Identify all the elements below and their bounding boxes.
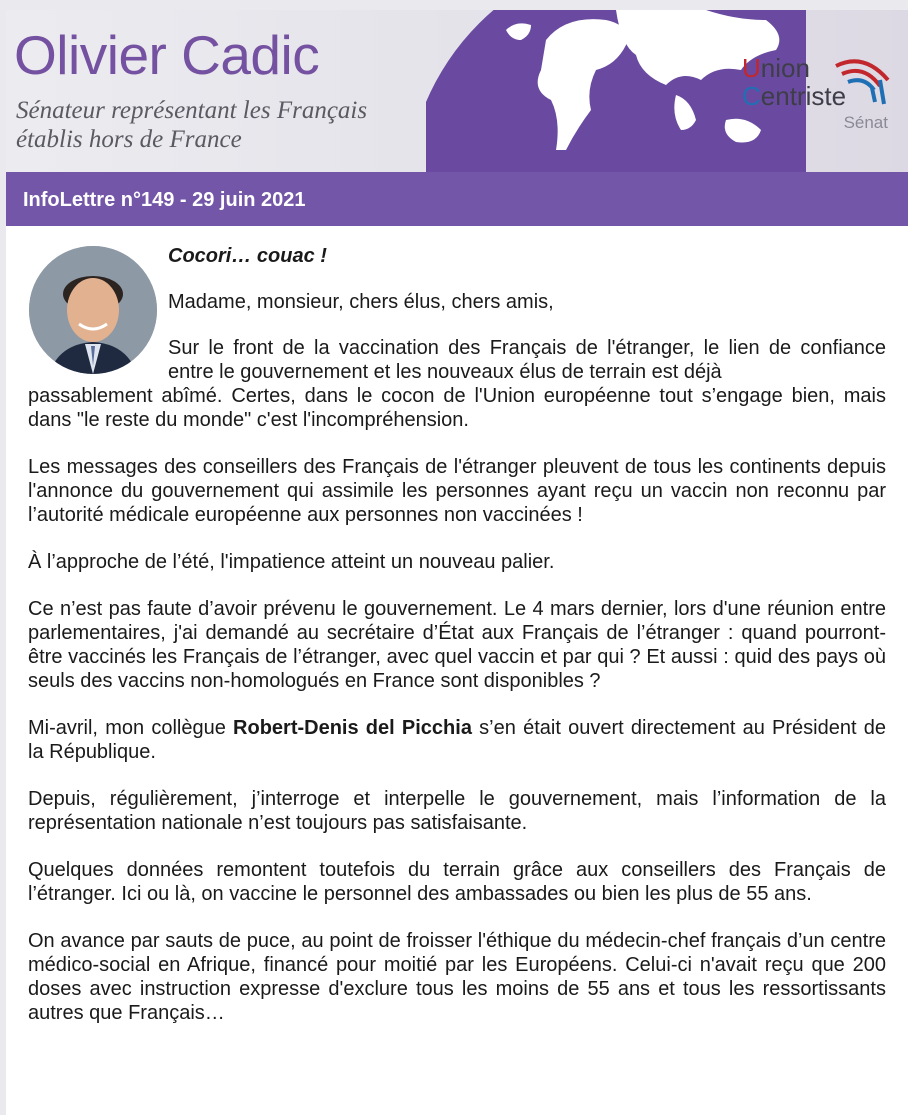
article-salutation: Madame, monsieur, chers élus, chers amis, — [168, 291, 554, 313]
union-centriste-logo — [736, 52, 896, 137]
logo-letter-c: C — [742, 81, 761, 111]
paragraph-7: Quelques données remontent toutefois du terrain grâce aux conseillers des Français de l’étranger. Ici ou là, on vaccine le personnel des ambassades ou bien les plus de 55 ans. — [28, 859, 886, 905]
paragraph-1-first-line: Sur le front de la vaccination des Français de l'étranger, le lien de confiance entre le gouvernement et les nouveaux élus de terrain est déjà — [168, 337, 886, 383]
paragraph-1 — [28, 336, 886, 432]
subtitle-line-2: établis hors de France — [16, 126, 242, 153]
article-headline: Cocori… couac ! — [168, 245, 327, 267]
paragraph-8: On avance par sauts de puce, au point de froisser l'éthique du médecin-chef français d’un centre médico-social en Afrique, financé pour moitié par les Européens. Celui-ci n'avait reçu que 200 doses avec instruction expresse d'exclure tous les moins de 55 ans et tous les ressortissants autres que Français… — [28, 930, 886, 1024]
logo-line-centriste — [742, 82, 846, 110]
newsletter-header — [6, 10, 908, 172]
paragraph-3: À l’approche de l’été, l'impatience atteint un nouveau palier. — [28, 551, 555, 573]
paragraph-5 — [28, 716, 886, 764]
paragraph-5-pre: Mi-avril, mon collègue — [28, 717, 234, 739]
logo-arc-icon — [832, 52, 892, 107]
paragraph-1-rest: passablement abîmé. Certes, dans le cocon de l'Union européenne tout s’engage bien, mais dans "le reste du monde" c'est l'incompréhension. — [28, 385, 886, 431]
logo-centriste-rest: entriste — [760, 81, 847, 111]
infolettre-title: InfoLettre n°149 - 29 juin 2021 — [23, 189, 306, 211]
subtitle-line-1: Sénateur représentant les Français — [16, 97, 368, 124]
article-body — [6, 226, 908, 1115]
article-text — [28, 244, 886, 1048]
colleague-name: Robert-Denis del Picchia — [233, 717, 472, 739]
logo-letter-u: U — [742, 53, 761, 83]
infolettre-banner — [6, 172, 908, 226]
senator-subtitle — [16, 96, 367, 154]
paragraph-4: Ce n’est pas faute d’avoir prévenu le gouvernement. Le 4 mars dernier, lors d'une réunion entre parlementaires, j'ai demandé au secrétaire d’État aux Français de l’étranger : quand pourront-être vaccinés les Français de l’étranger, avec quel vaccin et par qui ? Et aussi : quid des pays où seuls des vaccins non-homologués en France sont disponibles ? — [28, 598, 886, 692]
logo-union-rest: nion — [760, 53, 810, 83]
paragraph-6: Depuis, régulièrement, j’interroge et interpelle le gouvernement, mais l’information de la représentation nationale n’est toujours pas satisfaisante. — [28, 788, 886, 834]
paragraph-2: Les messages des conseillers des Français de l'étranger pleuvent de tous les continents depuis l'annonce du gouvernement qui assimile les personnes ayant reçu un vaccin non reconnu par l’autorité médicale européenne aux personnes non vaccinées ! — [28, 456, 886, 526]
senator-name: Olivier Cadic — [14, 24, 320, 86]
paragraph-5-post: s’en était ouvert directement au Président de la République. — [28, 717, 886, 763]
logo-senat-label: Sénat — [843, 113, 888, 132]
logo-line-union — [742, 54, 810, 82]
